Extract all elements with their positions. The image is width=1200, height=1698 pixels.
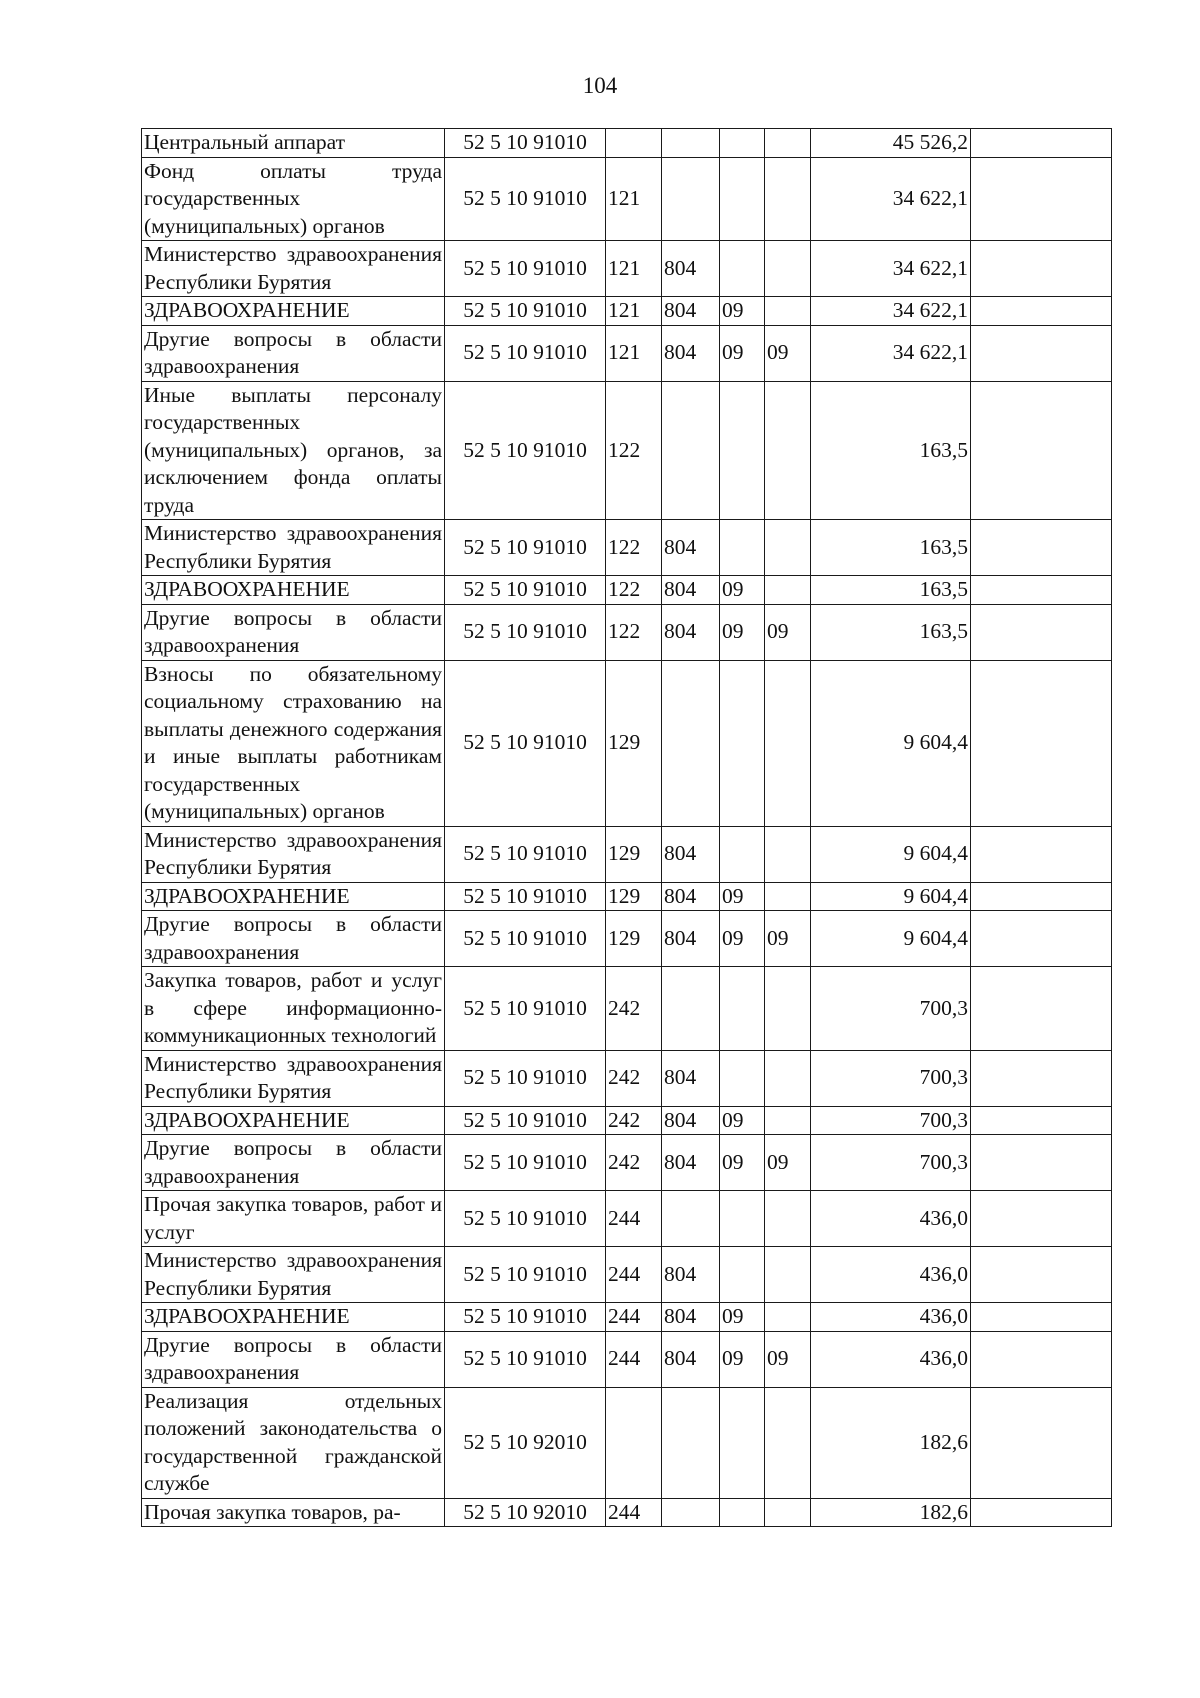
cell-section	[720, 1191, 765, 1247]
cell-target-code: 52 5 10 91010	[445, 826, 606, 882]
cell-name: Другие вопросы в области здравоохранения	[142, 325, 445, 381]
table-body	[142, 129, 1112, 1527]
cell-extra	[971, 882, 1112, 911]
cell-amount: 34 622,1	[811, 157, 971, 241]
cell-extra	[971, 297, 1112, 326]
cell-amount: 700,3	[811, 1135, 971, 1191]
cell-section: 09	[720, 882, 765, 911]
cell-amount: 163,5	[811, 604, 971, 660]
table-row	[142, 576, 1112, 605]
cell-name: Другие вопросы в области здравоохранения	[142, 604, 445, 660]
cell-amount: 9 604,4	[811, 882, 971, 911]
table-row	[142, 241, 1112, 297]
cell-expense-type: 129	[606, 911, 662, 967]
table-row	[142, 1387, 1112, 1498]
cell-ministry-code	[662, 381, 720, 520]
cell-expense-type: 129	[606, 826, 662, 882]
cell-name: Министерство здравоохранения Республики Бурятия	[142, 1247, 445, 1303]
cell-name: Министерство здравоохранения Республики Бурятия	[142, 520, 445, 576]
cell-target-code: 52 5 10 91010	[445, 520, 606, 576]
cell-amount: 436,0	[811, 1191, 971, 1247]
cell-extra	[971, 129, 1112, 158]
cell-subsection	[765, 1050, 811, 1106]
cell-ministry-code: 804	[662, 520, 720, 576]
cell-extra	[971, 1247, 1112, 1303]
cell-name: ЗДРАВООХРАНЕНИЕ	[142, 297, 445, 326]
cell-section	[720, 1498, 765, 1527]
cell-amount: 436,0	[811, 1247, 971, 1303]
cell-section	[720, 157, 765, 241]
cell-extra	[971, 1387, 1112, 1498]
cell-target-code: 52 5 10 91010	[445, 1247, 606, 1303]
cell-target-code: 52 5 10 91010	[445, 129, 606, 158]
cell-amount: 436,0	[811, 1303, 971, 1332]
cell-ministry-code: 804	[662, 826, 720, 882]
cell-amount: 9 604,4	[811, 911, 971, 967]
cell-amount: 182,6	[811, 1387, 971, 1498]
cell-extra	[971, 1106, 1112, 1135]
cell-name: Министерство здравоохранения Республики Бурятия	[142, 241, 445, 297]
cell-ministry-code: 804	[662, 241, 720, 297]
cell-amount: 34 622,1	[811, 325, 971, 381]
cell-ministry-code: 804	[662, 1106, 720, 1135]
cell-subsection	[765, 1106, 811, 1135]
cell-extra	[971, 157, 1112, 241]
cell-amount: 34 622,1	[811, 297, 971, 326]
cell-name: Министерство здравоохранения Республики Бурятия	[142, 826, 445, 882]
cell-name: ЗДРАВООХРАНЕНИЕ	[142, 1303, 445, 1332]
cell-ministry-code: 804	[662, 911, 720, 967]
table-row	[142, 1498, 1112, 1527]
cell-extra	[971, 1191, 1112, 1247]
cell-extra	[971, 911, 1112, 967]
cell-subsection	[765, 967, 811, 1051]
cell-expense-type: 129	[606, 882, 662, 911]
cell-expense-type: 242	[606, 1135, 662, 1191]
cell-subsection	[765, 157, 811, 241]
table-row	[142, 325, 1112, 381]
cell-ministry-code: 804	[662, 604, 720, 660]
cell-target-code: 52 5 10 91010	[445, 911, 606, 967]
cell-expense-type: 122	[606, 520, 662, 576]
table-row	[142, 520, 1112, 576]
cell-target-code: 52 5 10 91010	[445, 882, 606, 911]
cell-amount: 34 622,1	[811, 241, 971, 297]
cell-ministry-code	[662, 660, 720, 826]
cell-expense-type: 121	[606, 157, 662, 241]
cell-name: Другие вопросы в области здравоохранения	[142, 1331, 445, 1387]
cell-target-code: 52 5 10 91010	[445, 1191, 606, 1247]
cell-target-code: 52 5 10 91010	[445, 1135, 606, 1191]
cell-target-code: 52 5 10 92010	[445, 1498, 606, 1527]
cell-expense-type: 121	[606, 297, 662, 326]
cell-amount: 182,6	[811, 1498, 971, 1527]
cell-ministry-code: 804	[662, 1331, 720, 1387]
cell-expense-type: 121	[606, 325, 662, 381]
cell-subsection	[765, 576, 811, 605]
cell-expense-type: 244	[606, 1191, 662, 1247]
cell-section: 09	[720, 604, 765, 660]
table-row	[142, 1135, 1112, 1191]
cell-name: Прочая закупка товаров, работ и услуг	[142, 1191, 445, 1247]
cell-subsection: 09	[765, 911, 811, 967]
cell-ministry-code: 804	[662, 1303, 720, 1332]
cell-section: 09	[720, 297, 765, 326]
cell-expense-type	[606, 1387, 662, 1498]
cell-expense-type: 242	[606, 1050, 662, 1106]
cell-extra	[971, 576, 1112, 605]
cell-amount: 700,3	[811, 1050, 971, 1106]
cell-extra	[971, 826, 1112, 882]
cell-target-code: 52 5 10 92010	[445, 1387, 606, 1498]
cell-section: 09	[720, 576, 765, 605]
cell-expense-type: 242	[606, 967, 662, 1051]
cell-ministry-code	[662, 129, 720, 158]
cell-ministry-code	[662, 157, 720, 241]
cell-subsection	[765, 1191, 811, 1247]
cell-extra	[971, 520, 1112, 576]
cell-ministry-code: 804	[662, 1050, 720, 1106]
cell-name: Взносы по обязательному социальному страхованию на выплаты денежного содержания и иные выплаты работникам государственных (муниципальных) органов	[142, 660, 445, 826]
cell-section	[720, 826, 765, 882]
cell-ministry-code	[662, 967, 720, 1051]
cell-subsection: 09	[765, 325, 811, 381]
cell-subsection	[765, 241, 811, 297]
cell-subsection	[765, 1498, 811, 1527]
cell-subsection: 09	[765, 1135, 811, 1191]
cell-extra	[971, 1050, 1112, 1106]
cell-ministry-code	[662, 1387, 720, 1498]
cell-name: ЗДРАВООХРАНЕНИЕ	[142, 882, 445, 911]
cell-subsection	[765, 381, 811, 520]
cell-expense-type: 244	[606, 1247, 662, 1303]
table-row	[142, 129, 1112, 158]
cell-extra	[971, 1331, 1112, 1387]
cell-extra	[971, 1498, 1112, 1527]
cell-extra	[971, 1135, 1112, 1191]
table-row	[142, 826, 1112, 882]
cell-amount: 9 604,4	[811, 826, 971, 882]
cell-expense-type: 122	[606, 576, 662, 605]
cell-target-code: 52 5 10 91010	[445, 241, 606, 297]
table-row	[142, 1247, 1112, 1303]
cell-section: 09	[720, 911, 765, 967]
cell-amount: 163,5	[811, 520, 971, 576]
table-row	[142, 911, 1112, 967]
cell-section: 09	[720, 325, 765, 381]
cell-ministry-code: 804	[662, 576, 720, 605]
cell-subsection	[765, 882, 811, 911]
cell-amount: 436,0	[811, 1331, 971, 1387]
cell-ministry-code: 804	[662, 882, 720, 911]
cell-subsection	[765, 129, 811, 158]
cell-ministry-code: 804	[662, 1247, 720, 1303]
cell-section	[720, 967, 765, 1051]
cell-extra	[971, 967, 1112, 1051]
cell-amount: 45 526,2	[811, 129, 971, 158]
cell-name: Другие вопросы в области здравоохранения	[142, 1135, 445, 1191]
cell-amount: 9 604,4	[811, 660, 971, 826]
cell-subsection: 09	[765, 604, 811, 660]
cell-section	[720, 381, 765, 520]
cell-subsection	[765, 660, 811, 826]
cell-target-code: 52 5 10 91010	[445, 1331, 606, 1387]
cell-extra	[971, 241, 1112, 297]
cell-expense-type: 244	[606, 1498, 662, 1527]
cell-subsection	[765, 1387, 811, 1498]
cell-subsection	[765, 826, 811, 882]
cell-target-code: 52 5 10 91010	[445, 1303, 606, 1332]
cell-target-code: 52 5 10 91010	[445, 325, 606, 381]
cell-expense-type: 122	[606, 381, 662, 520]
cell-expense-type: 242	[606, 1106, 662, 1135]
cell-name: Другие вопросы в области здравоохранения	[142, 911, 445, 967]
cell-ministry-code: 804	[662, 325, 720, 381]
cell-target-code: 52 5 10 91010	[445, 157, 606, 241]
cell-expense-type: 121	[606, 241, 662, 297]
cell-target-code: 52 5 10 91010	[445, 604, 606, 660]
cell-name: ЗДРАВООХРАНЕНИЕ	[142, 576, 445, 605]
cell-name: Прочая закупка товаров, ра-	[142, 1498, 445, 1527]
cell-subsection: 09	[765, 1331, 811, 1387]
cell-expense-type: 129	[606, 660, 662, 826]
cell-ministry-code: 804	[662, 1135, 720, 1191]
cell-expense-type	[606, 129, 662, 158]
cell-name: Закупка товаров, работ и услуг в сфере информационно-коммуникационных технологий	[142, 967, 445, 1051]
table-row	[142, 967, 1112, 1051]
budget-table	[141, 128, 1112, 1527]
table-row	[142, 1331, 1112, 1387]
table-row	[142, 1191, 1112, 1247]
cell-amount: 163,5	[811, 381, 971, 520]
cell-subsection	[765, 297, 811, 326]
table-row	[142, 1303, 1112, 1332]
cell-extra	[971, 660, 1112, 826]
cell-target-code: 52 5 10 91010	[445, 297, 606, 326]
cell-section	[720, 1050, 765, 1106]
cell-extra	[971, 381, 1112, 520]
cell-section: 09	[720, 1331, 765, 1387]
cell-section	[720, 520, 765, 576]
cell-name: Реализация отдельных положений законодательства о государственной гражданской службе	[142, 1387, 445, 1498]
cell-name: Фонд оплаты труда государственных (муниципальных) органов	[142, 157, 445, 241]
cell-section	[720, 1387, 765, 1498]
cell-amount: 700,3	[811, 1106, 971, 1135]
cell-subsection	[765, 1303, 811, 1332]
cell-expense-type: 122	[606, 604, 662, 660]
cell-target-code: 52 5 10 91010	[445, 967, 606, 1051]
cell-section	[720, 129, 765, 158]
cell-expense-type: 244	[606, 1303, 662, 1332]
cell-amount: 163,5	[811, 576, 971, 605]
cell-section	[720, 660, 765, 826]
table-row	[142, 882, 1112, 911]
cell-section: 09	[720, 1135, 765, 1191]
cell-amount: 700,3	[811, 967, 971, 1051]
cell-subsection	[765, 520, 811, 576]
cell-section	[720, 241, 765, 297]
cell-target-code: 52 5 10 91010	[445, 1106, 606, 1135]
cell-section: 09	[720, 1303, 765, 1332]
cell-name: Центральный аппарат	[142, 129, 445, 158]
table-row	[142, 604, 1112, 660]
cell-subsection	[765, 1247, 811, 1303]
cell-name: Иные выплаты персоналу государственных (муниципальных) органов, за исключением фонда оплаты труда	[142, 381, 445, 520]
table-row	[142, 1050, 1112, 1106]
cell-name: Министерство здравоохранения Республики Бурятия	[142, 1050, 445, 1106]
table-row	[142, 297, 1112, 326]
cell-target-code: 52 5 10 91010	[445, 1050, 606, 1106]
cell-extra	[971, 325, 1112, 381]
cell-name: ЗДРАВООХРАНЕНИЕ	[142, 1106, 445, 1135]
page-number: 104	[582, 73, 618, 98]
cell-target-code: 52 5 10 91010	[445, 381, 606, 520]
cell-ministry-code: 804	[662, 297, 720, 326]
cell-target-code: 52 5 10 91010	[445, 660, 606, 826]
table-row	[142, 660, 1112, 826]
cell-section: 09	[720, 1106, 765, 1135]
cell-ministry-code	[662, 1191, 720, 1247]
cell-extra	[971, 604, 1112, 660]
cell-ministry-code	[662, 1498, 720, 1527]
table-row	[142, 157, 1112, 241]
table-row	[142, 381, 1112, 520]
cell-target-code: 52 5 10 91010	[445, 576, 606, 605]
cell-extra	[971, 1303, 1112, 1332]
cell-section	[720, 1247, 765, 1303]
cell-expense-type: 244	[606, 1331, 662, 1387]
table-row	[142, 1106, 1112, 1135]
